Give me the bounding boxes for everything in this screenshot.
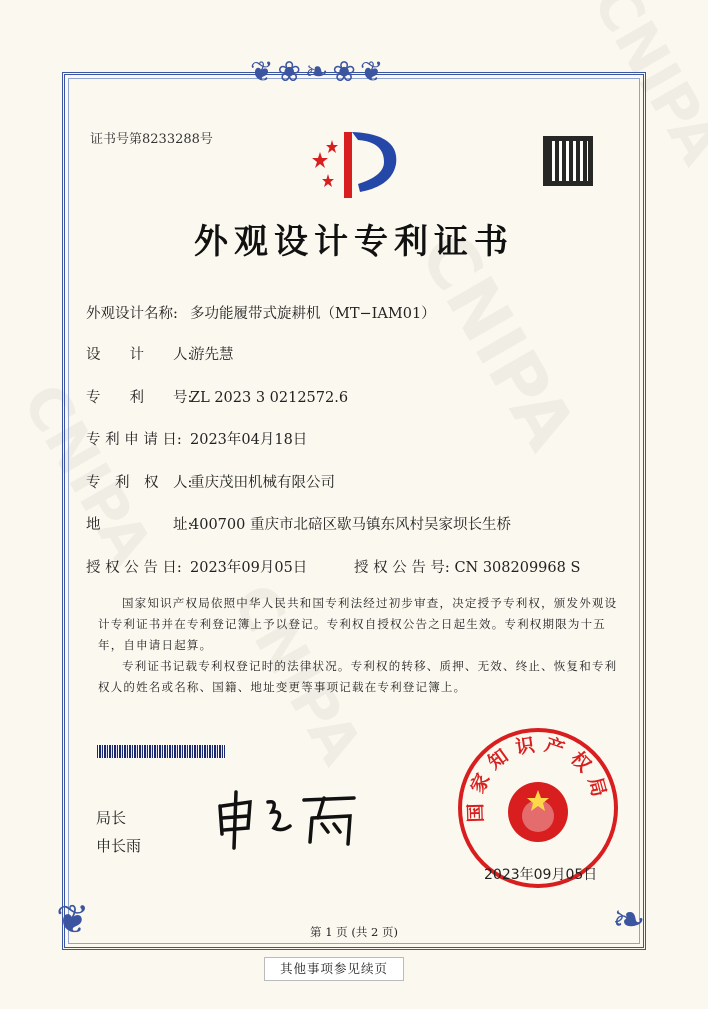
field-value: 2023年09月05日 [190,560,308,576]
cnipa-logo [300,124,410,204]
field-value: 游先慧 [190,347,234,363]
field-grant-date [86,556,581,577]
field-label: 专 利 号: [86,390,193,406]
field-value: 多功能履带式旋耕机（MT−IAM01） [190,306,436,322]
field-label: 专 利 权 人: [86,475,193,491]
field-value: 400700 重庆市北碚区歇马镇东风村吴家坝长生桥 [190,517,511,533]
field-value: 重庆茂田机械有限公司 [190,475,335,491]
field-address [86,513,511,534]
barcode [97,745,225,758]
continuation-note: 其他事项参见续页 [264,957,404,981]
field-patent-number [86,386,348,407]
seal-text: 国家知识产权局 [464,732,612,823]
qr-code [543,136,593,186]
field-value: ZL 2023 3 0212572.6 [190,390,349,406]
field-designer [86,343,234,364]
field-label: 授 权 公 告 号: [354,560,450,576]
bottom-left-ornament: ❦ [56,897,90,943]
statement-paragraph-1: 国家知识产权局依照中华人民共和国专利法经过初步审查，决定授予专利权，颁发外观设计专利证书并在专利登记簿上予以登记。专利权自授权公告之日起生效。专利权期限为十五年，自申请日起算。 [98,596,618,652]
page-indicator: 第 1 页 (共 2 页) [310,925,398,939]
field-label: 设 计 人: [86,347,193,363]
field-label: 地 址: [86,517,193,533]
statement-paragraph-2: 专利证书记载专利权登记时的法律状况。专利权的转移、质押、无效、终止、恢复和专利权人的姓名或名称、国籍、地址变更等事项记载在专利登记簿上。 [98,659,618,694]
seal-date: 2023年09月05日 [484,867,598,883]
field-label: 专 利 申 请 日: [86,432,182,448]
seal-graphic [462,732,614,884]
field-design-name [86,302,436,323]
bottom-right-ornament: ❧ [612,897,646,943]
field-announcement-number [354,556,580,577]
field-value: 2023年04月18日 [190,432,308,448]
director-title: 局长 [96,809,127,827]
director-signature [212,788,362,850]
top-ornament: ❦❀❧❀❦ [250,55,388,88]
field-patentee [86,471,335,492]
field-value: CN 308209968 S [454,560,581,576]
field-application-date [86,428,307,449]
director-name: 申长雨 [96,837,142,855]
page-title: 外观设计专利证书 [194,222,514,262]
field-label: 外观设计名称: [86,306,178,322]
certificate-number: 证书号第8233288号 [90,132,213,147]
field-label: 授 权 公 告 日: [86,560,182,576]
